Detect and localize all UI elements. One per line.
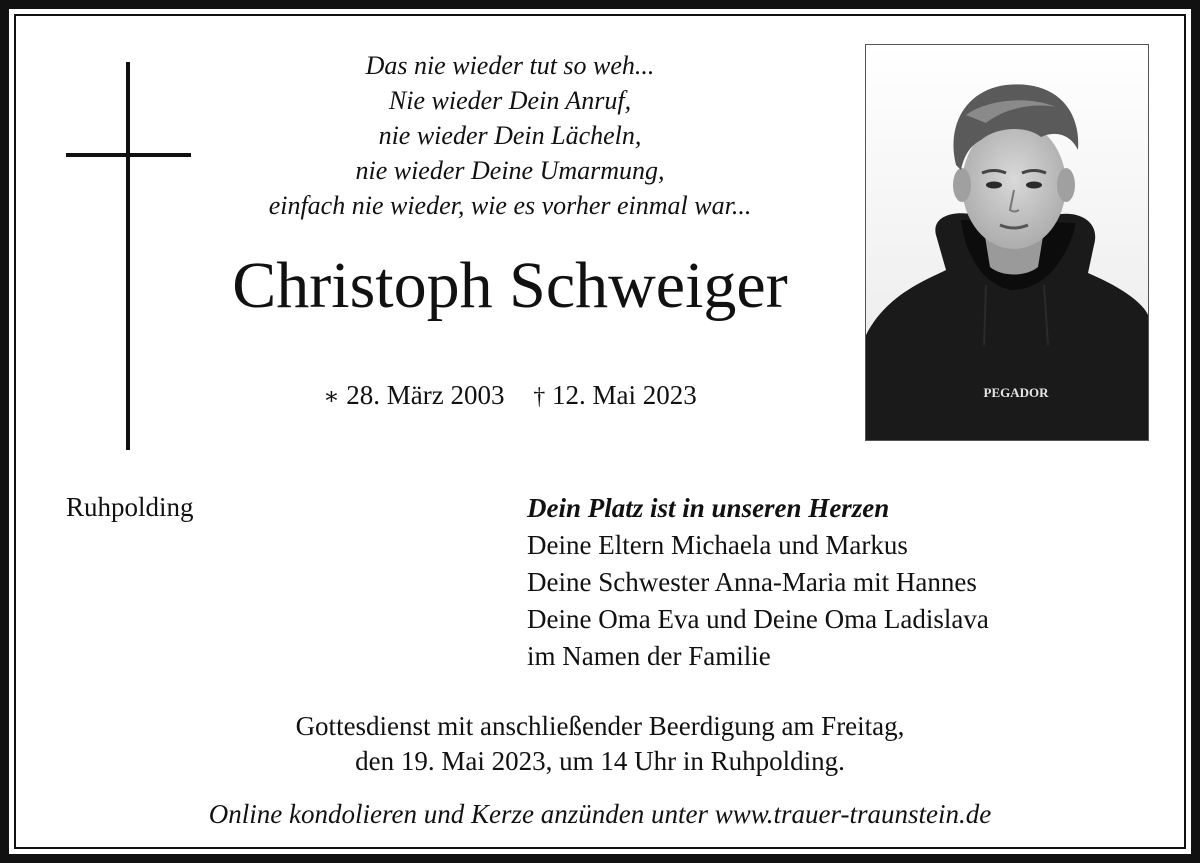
family-line: im Namen der Familie xyxy=(527,641,771,671)
family-block xyxy=(527,490,989,675)
birth-star-icon: ∗ xyxy=(323,384,340,410)
death-date: 12. Mai 2023 xyxy=(552,380,697,410)
shirt-print-text: PEGADOR xyxy=(983,385,1049,400)
service-line: den 19. Mai 2023, um 14 Uhr in Ruhpolding. xyxy=(355,746,845,776)
poem-line: nie wieder Dein Lächeln, xyxy=(378,121,642,150)
family-line: Deine Eltern Michaela und Markus xyxy=(527,530,908,560)
family-line: Deine Schwester Anna-Maria mit Hannes xyxy=(527,567,977,597)
life-dates xyxy=(200,378,820,414)
service-announcement xyxy=(150,709,1050,779)
poem-line: Das nie wieder tut so weh... xyxy=(365,51,655,80)
poem-line: nie wieder Deine Umarmung, xyxy=(355,156,665,185)
poem-line: einfach nie wieder, wie es vorher einmal war... xyxy=(268,191,752,220)
poem xyxy=(190,48,830,223)
family-motto: Dein Platz ist in unseren Herzen xyxy=(527,493,890,523)
family-line: Deine Oma Eva und Deine Oma Ladislava xyxy=(527,604,989,634)
service-line: Gottesdienst mit anschließender Beerdigung am Freitag, xyxy=(295,711,905,741)
portrait-photo xyxy=(865,44,1149,441)
place-name: Ruhpolding xyxy=(66,492,194,522)
online-condolence-note: Online kondolieren und Kerze anzünden unter www.trauer-traunstein.de xyxy=(208,799,992,829)
birth-date: 28. März 2003 xyxy=(346,380,505,410)
death-dagger-icon: † xyxy=(533,384,546,410)
poem-line: Nie wieder Dein Anruf, xyxy=(388,86,632,115)
deceased-name: Christoph Schweiger xyxy=(232,249,788,322)
